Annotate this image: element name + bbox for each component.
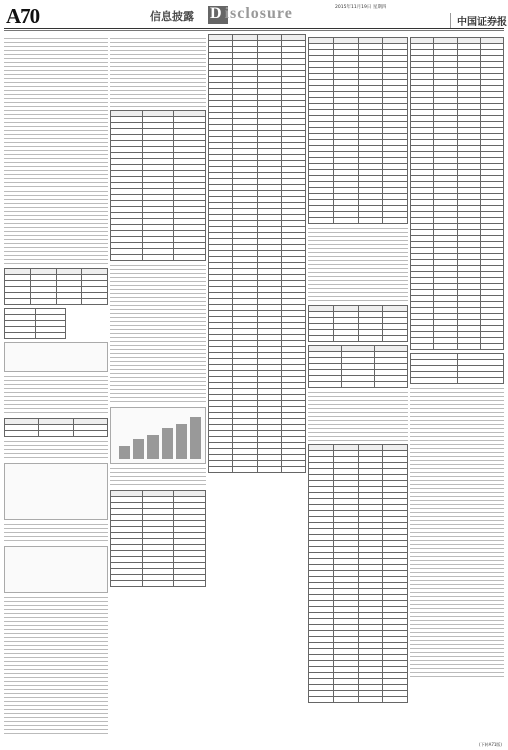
continued-note: (下转A71版) (479, 742, 502, 747)
data-table (308, 37, 408, 224)
column-2 (110, 34, 206, 746)
body-text-block (110, 467, 206, 487)
chart-bar (162, 428, 173, 459)
info-table (410, 353, 504, 384)
data-table (110, 110, 206, 261)
section-initial: D (210, 5, 223, 22)
data-table (110, 490, 206, 587)
data-table (208, 34, 306, 473)
header-rule-secondary (4, 30, 504, 31)
securities-list-table (308, 444, 408, 703)
body-text-block (308, 391, 408, 441)
securities-list-table (410, 37, 504, 350)
newspaper-logo: 中国证券报 (450, 13, 507, 28)
column-3 (208, 34, 306, 746)
page-number: A70 (6, 4, 40, 28)
chart-bar (176, 424, 187, 459)
data-table (308, 345, 408, 388)
issue-date: 2015年11月19日 星期四 (335, 5, 387, 10)
chart-bar (119, 446, 130, 459)
body-text-block (4, 440, 108, 460)
data-table (4, 268, 108, 305)
body-text-block (410, 387, 504, 677)
body-text-block (110, 37, 206, 107)
body-text-block (110, 264, 206, 404)
line-chart (4, 463, 108, 520)
body-text-block (4, 523, 108, 543)
body-text-block (308, 227, 408, 302)
chart-bar (147, 435, 158, 459)
body-text-block (4, 375, 108, 415)
section-title-rest: isclosure (224, 5, 293, 22)
data-table (308, 305, 408, 342)
structure-diagram (4, 342, 108, 372)
chart-bar (190, 417, 201, 459)
body-text-block (4, 37, 108, 187)
column-4 (308, 34, 408, 746)
section-title-cn: 信息披露 (150, 10, 194, 23)
data-table (4, 418, 108, 437)
info-table (4, 308, 66, 339)
section-title-en (210, 5, 293, 23)
column-5 (410, 34, 504, 746)
chart-bar (133, 439, 144, 459)
bar-chart-plot (119, 415, 201, 459)
body-text-block (4, 190, 108, 265)
masthead (0, 0, 508, 30)
body-text-block (4, 596, 108, 736)
header-rule (4, 28, 504, 29)
column-1 (4, 34, 108, 746)
bar-chart (110, 407, 206, 464)
line-chart (4, 546, 108, 593)
